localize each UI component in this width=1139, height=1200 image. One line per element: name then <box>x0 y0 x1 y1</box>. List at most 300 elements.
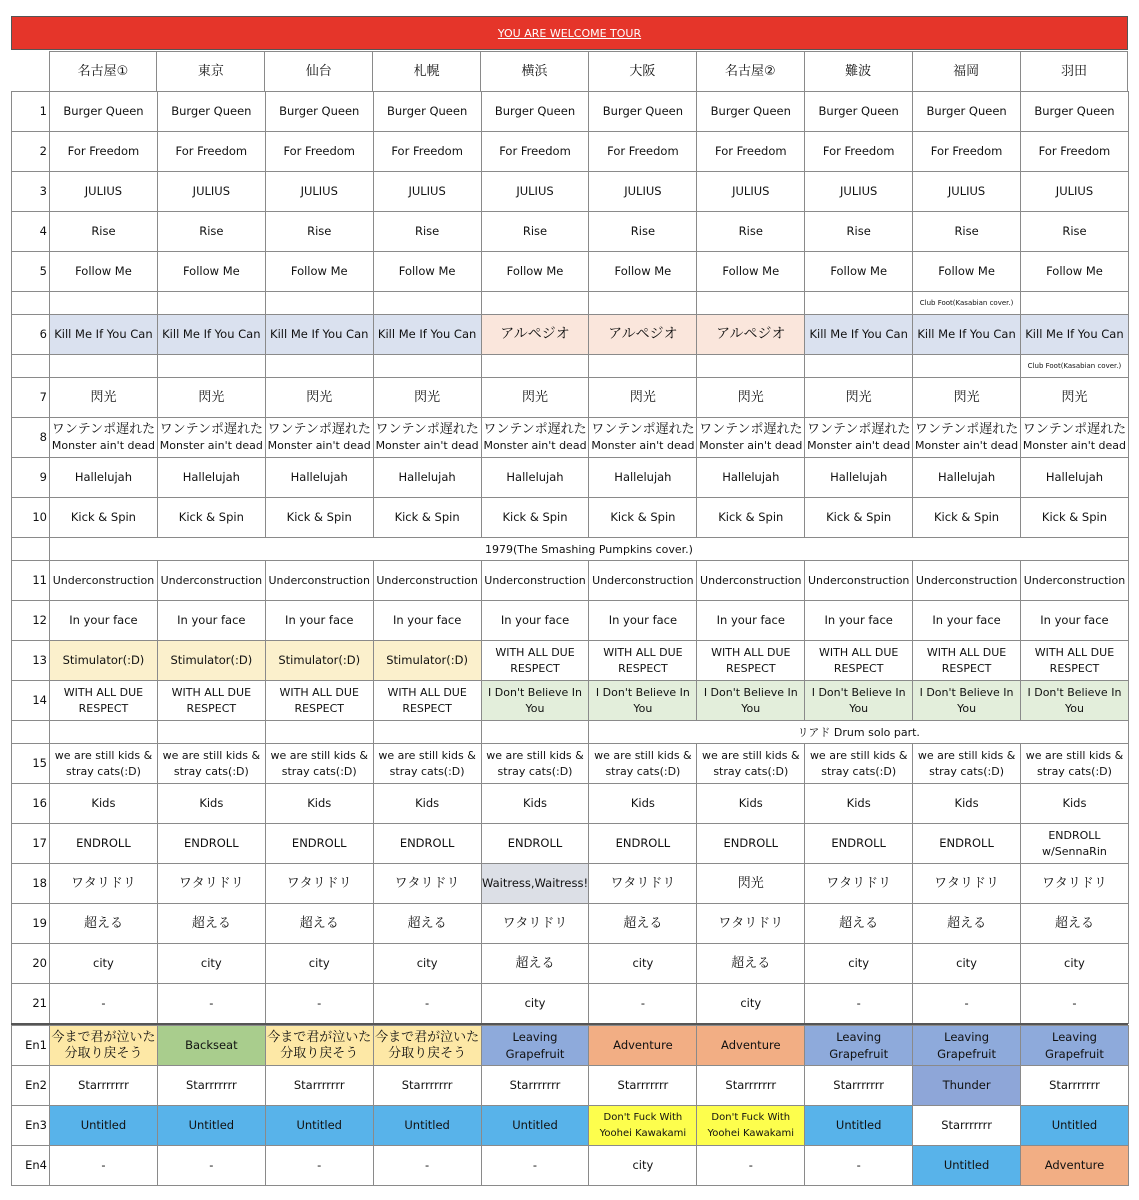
song-cell: ワタリドリ <box>1021 864 1129 904</box>
table-row <box>12 721 1129 744</box>
venue-name: 仙台 <box>265 52 373 92</box>
song-cell: JULIUS <box>805 172 913 212</box>
song-cell: ワタリドリ <box>265 864 373 904</box>
song-cell: 閃光 <box>481 378 589 418</box>
song-cell: Stimulator(:D) <box>157 641 265 681</box>
song-cell <box>697 355 805 378</box>
song-cell <box>913 641 1021 681</box>
song-cell: Rise <box>697 212 805 252</box>
song-line: stray cats(:D) <box>821 764 897 778</box>
song-cell: Hallelujah <box>481 458 589 498</box>
song-cell: city <box>913 944 1021 984</box>
song-cell: In your face <box>805 601 913 641</box>
song-cell: In your face <box>373 601 481 641</box>
song-cell: JULIUS <box>157 172 265 212</box>
table-row <box>12 1066 1129 1106</box>
song-cell <box>913 355 1021 378</box>
row-number: 4 <box>12 212 50 252</box>
song-cell: Untitled <box>265 1106 373 1146</box>
song-cell: city <box>697 984 805 1024</box>
song-cell: Burger Queen <box>805 92 913 132</box>
song-line: we are still kids & <box>917 748 1016 762</box>
song-line: WITH ALL DUE <box>279 685 359 699</box>
song-cell: ENDROLL <box>157 824 265 864</box>
song-cell: JULIUS <box>481 172 589 212</box>
song-cell: Underconstruction <box>373 561 481 601</box>
song-cell: In your face <box>265 601 373 641</box>
song-line: RESPECT <box>294 701 344 715</box>
song-cell: Hallelujah <box>1021 458 1129 498</box>
song-line: Monster ain't dead <box>375 438 479 452</box>
song-cell: Burger Queen <box>589 92 697 132</box>
table-row <box>12 498 1129 538</box>
song-cell: - <box>265 1146 373 1186</box>
table-row <box>12 744 1129 784</box>
song-line: WITH ALL DUE <box>819 645 899 659</box>
song-cell: In your face <box>589 601 697 641</box>
song-cell: ワタリドリ <box>589 864 697 904</box>
song-line: WITH ALL DUE <box>387 685 467 699</box>
song-line: I Don't Believe In <box>488 685 582 699</box>
song-cell: Kick & Spin <box>157 498 265 538</box>
song-cell: JULIUS <box>50 172 158 212</box>
row-number: 1 <box>12 92 50 132</box>
song-cell <box>157 355 265 378</box>
song-cell <box>1021 744 1129 784</box>
row-number: 13 <box>12 641 50 681</box>
song-line: Don't Fuck With <box>711 1111 791 1123</box>
song-line: stray cats(:D) <box>389 764 465 778</box>
table-row <box>12 864 1129 904</box>
song-line: we are still kids & <box>702 748 800 762</box>
song-cell: Leaving Grapefruit <box>481 1026 589 1066</box>
drum-solo-banner: リアド Drum solo part. <box>589 721 1128 744</box>
song-line: WITH ALL DUE <box>63 685 144 699</box>
song-line: we are still kids & <box>162 748 261 762</box>
song-line: Monster ain't dead <box>1022 438 1127 452</box>
song-cell: Kick & Spin <box>481 498 589 538</box>
song-cell <box>1021 641 1129 681</box>
song-cell: Untitled <box>50 1106 158 1146</box>
song-cell: 閃光 <box>1021 378 1129 418</box>
song-cell: JULIUS <box>373 172 481 212</box>
row-number: 17 <box>12 824 50 864</box>
song-cell: - <box>589 984 697 1024</box>
song-cell <box>697 641 805 681</box>
song-line: WITH ALL DUE <box>711 645 791 659</box>
song-line: Monster ain't dead <box>591 438 695 452</box>
row-number <box>12 355 50 378</box>
song-cell: In your face <box>1021 601 1129 641</box>
song-cell <box>157 721 265 744</box>
song-cell: Follow Me <box>805 252 913 292</box>
song-cell: 閃光 <box>373 378 481 418</box>
song-cell <box>157 418 265 458</box>
song-cell: Hallelujah <box>913 458 1021 498</box>
song-line: WITH ALL DUE <box>603 645 683 659</box>
table-row <box>12 378 1129 418</box>
song-line: I Don't Believe In <box>703 685 798 699</box>
song-cell: 超える <box>50 904 158 944</box>
song-cell: Rise <box>1021 212 1129 252</box>
song-cell: ENDROLL <box>373 824 481 864</box>
song-cell: 超える <box>589 904 697 944</box>
row-number: 2 <box>12 132 50 172</box>
song-cell <box>589 418 697 458</box>
song-cell <box>373 744 481 784</box>
table-row <box>12 561 1129 601</box>
song-cell: Rise <box>913 212 1021 252</box>
song-cell <box>1021 681 1129 721</box>
song-cell <box>697 744 805 784</box>
song-cell: ENDROLL <box>265 824 373 864</box>
song-cell: JULIUS <box>589 172 697 212</box>
row-number: 20 <box>12 944 50 984</box>
song-cell <box>50 681 158 721</box>
song-cell: Underconstruction <box>157 561 265 601</box>
song-cell: - <box>50 1146 158 1186</box>
row-number <box>12 292 50 315</box>
song-cell: Waitress,Waitress! <box>481 864 589 904</box>
song-cell: Underconstruction <box>697 561 805 601</box>
song-line: we are still kids & <box>486 748 584 762</box>
song-cell: Follow Me <box>913 252 1021 292</box>
song-cell: ワタリドリ <box>805 864 913 904</box>
song-cell: Kick & Spin <box>913 498 1021 538</box>
song-line: ワンテンポ遅れた <box>1022 421 1127 437</box>
table-row <box>12 132 1129 172</box>
song-cell: Kids <box>697 784 805 824</box>
song-cell: city <box>805 944 913 984</box>
song-line: You <box>957 701 977 715</box>
song-cell: ワタリドリ <box>481 904 589 944</box>
song-cell: For Freedom <box>157 132 265 172</box>
song-cell: 閃光 <box>50 378 158 418</box>
song-cell: Untitled <box>805 1106 913 1146</box>
song-line: I Don't Believe In <box>1027 685 1122 699</box>
song-cell: city <box>1021 944 1129 984</box>
song-line: You <box>525 701 545 715</box>
song-cell: city <box>589 944 697 984</box>
song-cell: In your face <box>481 601 589 641</box>
row-number: 15 <box>12 744 50 784</box>
song-cell: In your face <box>50 601 158 641</box>
song-cell <box>481 721 589 744</box>
song-cell: city <box>50 944 158 984</box>
song-cell: 閃光 <box>805 378 913 418</box>
tour-title: YOU ARE WELCOME TOUR <box>11 16 1128 50</box>
song-cell: Starrrrrrr <box>481 1066 589 1106</box>
song-cell <box>805 681 913 721</box>
song-cell <box>589 641 697 681</box>
song-line: we are still kids & <box>54 748 153 762</box>
song-line: Don't Fuck With <box>603 1111 683 1123</box>
table-row <box>12 1106 1129 1146</box>
song-cell: Kids <box>373 784 481 824</box>
song-cell: Kids <box>481 784 589 824</box>
song-cell: - <box>373 984 481 1024</box>
row-number: En3 <box>12 1106 50 1146</box>
song-cell: - <box>913 984 1021 1024</box>
song-cell: ENDROLL <box>481 824 589 864</box>
venue-name: 大阪 <box>588 52 696 92</box>
song-cell <box>50 744 158 784</box>
song-cell: In your face <box>157 601 265 641</box>
song-cell: Stimulator(:D) <box>373 641 481 681</box>
song-cell <box>805 355 913 378</box>
song-cell <box>265 681 373 721</box>
song-cell: Stimulator(:D) <box>50 641 158 681</box>
song-line: Monster ain't dead <box>51 438 155 452</box>
song-line: w/SennaRin <box>1042 844 1107 858</box>
song-cell <box>481 641 589 681</box>
song-line: stray cats(:D) <box>497 764 573 778</box>
song-cell <box>697 1106 805 1146</box>
song-cell: ENDROLL <box>697 824 805 864</box>
song-cell: 超える <box>157 904 265 944</box>
song-line: RESPECT <box>402 701 452 715</box>
song-line: we are still kids & <box>378 748 476 762</box>
song-cell: For Freedom <box>913 132 1021 172</box>
song-cell: Leaving Grapefruit <box>1021 1026 1129 1066</box>
song-cell: Follow Me <box>1021 252 1129 292</box>
song-cell: Hallelujah <box>697 458 805 498</box>
song-cell: Follow Me <box>481 252 589 292</box>
song-cell <box>373 355 481 378</box>
song-cell <box>265 721 373 744</box>
row-number: 21 <box>12 984 50 1024</box>
song-line: 分取り戻そう <box>280 1045 359 1061</box>
song-cell: Kick & Spin <box>805 498 913 538</box>
song-cell: 閃光 <box>697 378 805 418</box>
song-cell <box>481 681 589 721</box>
song-cell: 閃光 <box>265 378 373 418</box>
song-line: ENDROLL <box>1048 828 1101 842</box>
song-cell: Kids <box>589 784 697 824</box>
song-cell <box>373 1026 481 1066</box>
song-cell: Hallelujah <box>265 458 373 498</box>
song-cell: Adventure <box>1021 1146 1129 1186</box>
table-row <box>12 824 1129 864</box>
song-cell: For Freedom <box>589 132 697 172</box>
song-cell: Burger Queen <box>50 92 158 132</box>
song-cell: 閃光 <box>697 864 805 904</box>
song-cell: For Freedom <box>805 132 913 172</box>
song-cell: アルペジオ <box>697 315 805 355</box>
song-cell: - <box>481 1146 589 1186</box>
table-row <box>12 92 1129 132</box>
song-cell: Adventure <box>589 1026 697 1066</box>
row-number: 6 <box>12 315 50 355</box>
song-line: WITH ALL DUE <box>926 645 1007 659</box>
song-line: RESPECT <box>618 661 668 675</box>
table-row <box>12 172 1129 212</box>
song-line: stray cats(:D) <box>1037 764 1112 778</box>
song-cell: - <box>697 1146 805 1186</box>
song-cell: 超える <box>697 944 805 984</box>
row-number: En1 <box>12 1026 50 1066</box>
song-cell: ワタリドリ <box>697 904 805 944</box>
song-cell <box>265 1026 373 1066</box>
song-cell: Starrrrrrr <box>265 1066 373 1106</box>
song-cell <box>913 681 1021 721</box>
song-cell <box>697 681 805 721</box>
song-line: stray cats(:D) <box>173 764 249 778</box>
song-line: Yoohei Kawakami <box>707 1127 795 1139</box>
song-line: You <box>849 701 869 715</box>
table-row <box>12 458 1129 498</box>
song-cell: Rise <box>589 212 697 252</box>
song-cell: For Freedom <box>1021 132 1129 172</box>
row-number: 18 <box>12 864 50 904</box>
row-number: 8 <box>12 418 50 458</box>
song-cell: - <box>157 984 265 1024</box>
song-cell: JULIUS <box>1021 172 1129 212</box>
table-row <box>12 944 1129 984</box>
row-number: 19 <box>12 904 50 944</box>
song-cell <box>589 292 697 315</box>
song-cell: Kill Me If You Can <box>1021 315 1129 355</box>
song-line: 分取り戻そう <box>388 1045 467 1061</box>
song-cell: - <box>50 984 158 1024</box>
song-cell: Underconstruction <box>913 561 1021 601</box>
song-cell: Underconstruction <box>50 561 158 601</box>
song-cell <box>697 292 805 315</box>
song-cell: Underconstruction <box>589 561 697 601</box>
song-cell <box>1021 824 1129 864</box>
song-line: 分取り戻そう <box>64 1045 143 1061</box>
song-cell: Untitled <box>373 1106 481 1146</box>
song-cell: Rise <box>50 212 158 252</box>
table-row <box>12 355 1129 378</box>
song-cell: アルペジオ <box>589 315 697 355</box>
song-line: Monster ain't dead <box>267 438 371 452</box>
song-line: I Don't Believe In <box>811 685 906 699</box>
song-line: stray cats(:D) <box>605 764 681 778</box>
song-cell: Starrrrrrr <box>50 1066 158 1106</box>
song-cell: Untitled <box>157 1106 265 1146</box>
song-cell: Stimulator(:D) <box>265 641 373 681</box>
song-cell: city <box>373 944 481 984</box>
song-cell: Underconstruction <box>265 561 373 601</box>
song-cell <box>589 355 697 378</box>
song-line: RESPECT <box>941 661 992 675</box>
song-cell: For Freedom <box>697 132 805 172</box>
song-line: stray cats(:D) <box>713 764 789 778</box>
venue-name: 羽田 <box>1020 52 1128 92</box>
song-line: You <box>741 701 761 715</box>
song-cell <box>157 292 265 315</box>
song-line: 今まで君が泣いた <box>51 1029 156 1045</box>
song-cell: Kill Me If You Can <box>373 315 481 355</box>
song-cell: Follow Me <box>265 252 373 292</box>
song-cell: Starrrrrrr <box>697 1066 805 1106</box>
song-cell: - <box>805 984 913 1024</box>
song-cell <box>50 1026 158 1066</box>
header-corner <box>11 52 49 92</box>
song-cell: city <box>157 944 265 984</box>
table-row <box>12 904 1129 944</box>
song-cell: 閃光 <box>157 378 265 418</box>
song-cell: ワタリドリ <box>913 864 1021 904</box>
venue-name: 名古屋② <box>696 52 804 92</box>
song-cell: city <box>265 944 373 984</box>
song-cell: Kids <box>913 784 1021 824</box>
song-cell: Kill Me If You Can <box>157 315 265 355</box>
song-line: stray cats(:D) <box>65 764 141 778</box>
song-cell: Hallelujah <box>50 458 158 498</box>
song-cell: Follow Me <box>697 252 805 292</box>
table-row <box>12 784 1129 824</box>
song-cell <box>913 418 1021 458</box>
song-cell <box>157 681 265 721</box>
song-cell <box>589 681 697 721</box>
song-cell <box>373 292 481 315</box>
song-cell <box>589 744 697 784</box>
song-line: Monster ain't dead <box>483 438 587 452</box>
song-cell <box>265 744 373 784</box>
song-cell: Untitled <box>913 1146 1021 1186</box>
song-cell: Starrrrrrr <box>913 1106 1021 1146</box>
song-cell: For Freedom <box>265 132 373 172</box>
song-cell: Kids <box>265 784 373 824</box>
song-line: You <box>1064 701 1084 715</box>
row-number: 12 <box>12 601 50 641</box>
song-cell: In your face <box>697 601 805 641</box>
song-cell: Kids <box>157 784 265 824</box>
song-cell: JULIUS <box>913 172 1021 212</box>
song-cell: In your face <box>913 601 1021 641</box>
song-cell <box>50 418 158 458</box>
song-cell: Untitled <box>481 1106 589 1146</box>
song-line: 今まで君が泣いた <box>375 1029 480 1045</box>
song-cell: ワタリドリ <box>50 864 158 904</box>
venue-name: 福岡 <box>912 52 1020 92</box>
song-cell: - <box>805 1146 913 1186</box>
song-cell: Burger Queen <box>373 92 481 132</box>
song-cell: Follow Me <box>50 252 158 292</box>
venue-header <box>11 51 1128 92</box>
venue-name: 難波 <box>804 52 912 92</box>
song-cell: Hallelujah <box>157 458 265 498</box>
song-cell: Backseat <box>157 1026 265 1066</box>
venue-name: 横浜 <box>481 52 589 92</box>
song-cell: Kill Me If You Can <box>805 315 913 355</box>
song-line: Monster ain't dead <box>159 438 263 452</box>
song-cell <box>1021 292 1129 315</box>
song-cell: Burger Queen <box>697 92 805 132</box>
song-line: ワンテンポ遅れた <box>159 421 264 437</box>
song-cell: 超える <box>913 904 1021 944</box>
song-cell: Burger Queen <box>1021 92 1129 132</box>
row-number: En2 <box>12 1066 50 1106</box>
table-row <box>12 1146 1129 1186</box>
table-row <box>12 538 1129 561</box>
song-cell <box>589 1106 697 1146</box>
song-cell: JULIUS <box>697 172 805 212</box>
song-line: RESPECT <box>1049 661 1100 675</box>
encore-table <box>11 1025 1129 1186</box>
song-cell: Leaving Grapefruit <box>805 1026 913 1066</box>
song-line: RESPECT <box>726 661 776 675</box>
song-line: ワンテンポ遅れた <box>699 421 803 437</box>
song-line: ワンテンポ遅れた <box>267 421 371 437</box>
song-cell: ENDROLL <box>589 824 697 864</box>
setlist-table <box>11 91 1129 1024</box>
song-line: ワンテンポ遅れた <box>51 421 156 437</box>
song-cell: Thunder <box>913 1066 1021 1106</box>
song-cell <box>50 355 158 378</box>
